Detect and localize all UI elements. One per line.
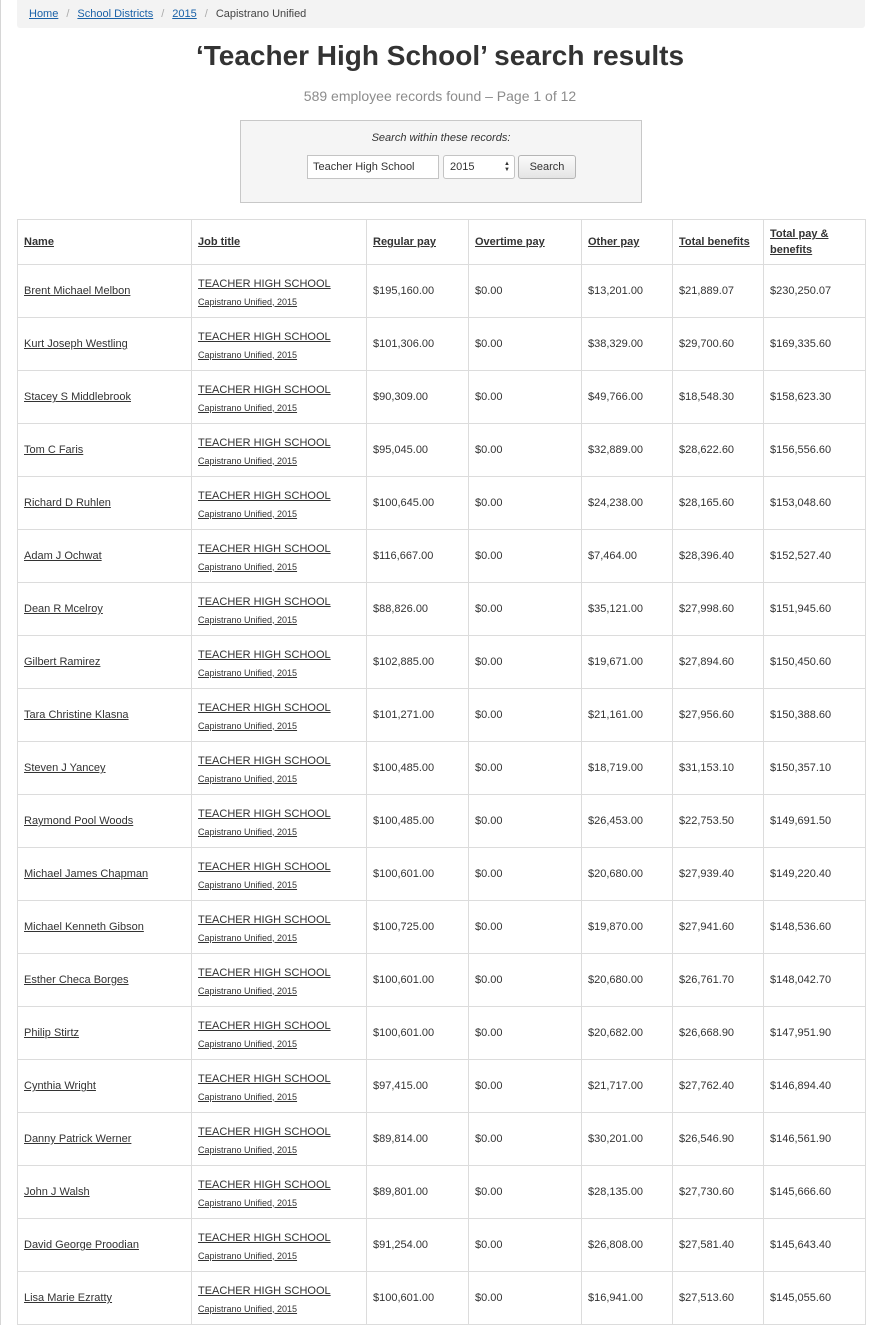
employee-name-cell	[18, 265, 192, 318]
job-title-link[interactable]: TEACHER HIGH SCHOOL	[198, 648, 331, 661]
total-pay-benefits-cell: $153,048.60	[764, 477, 866, 530]
regular-pay-cell: $102,885.00	[367, 636, 469, 689]
column-header-other-pay[interactable]: Other pay	[582, 220, 673, 265]
job-title-cell	[192, 424, 367, 477]
overtime-pay-cell: $0.00	[469, 901, 582, 954]
regular-pay-cell: $100,601.00	[367, 1007, 469, 1060]
agency-year-link[interactable]: Capistrano Unified, 2015	[198, 985, 298, 996]
total-pay-benefits-cell: $148,536.60	[764, 901, 866, 954]
overtime-pay-cell: $0.00	[469, 1272, 582, 1325]
job-title-link[interactable]: TEACHER HIGH SCHOOL	[198, 913, 331, 926]
regular-pay-cell: $88,826.00	[367, 583, 469, 636]
other-pay-cell: $35,121.00	[582, 583, 673, 636]
employee-name-link[interactable]: Adam J Ochwat	[24, 550, 102, 562]
agency-year-link[interactable]: Capistrano Unified, 2015	[198, 402, 298, 413]
employee-name-link[interactable]: Michael Kenneth Gibson	[24, 921, 144, 933]
job-title-link[interactable]: TEACHER HIGH SCHOOL	[198, 754, 331, 767]
column-header-job-title[interactable]: Job title	[192, 220, 367, 265]
employee-name-link[interactable]: Tara Christine Klasna	[24, 709, 129, 721]
regular-pay-cell: $89,801.00	[367, 1166, 469, 1219]
other-pay-cell: $26,453.00	[582, 795, 673, 848]
other-pay-cell: $16,941.00	[582, 1272, 673, 1325]
other-pay-cell: $38,329.00	[582, 318, 673, 371]
table-row	[18, 1113, 866, 1166]
agency-year-link[interactable]: Capistrano Unified, 2015	[198, 932, 298, 943]
regular-pay-cell: $100,601.00	[367, 1272, 469, 1325]
employee-name-link[interactable]: Danny Patrick Werner	[24, 1133, 132, 1145]
column-header-total-benefits[interactable]: Total benefits	[673, 220, 764, 265]
total-pay-benefits-cell: $149,691.50	[764, 795, 866, 848]
employee-name-link[interactable]: Esther Checa Borges	[24, 974, 129, 986]
overtime-pay-cell: $0.00	[469, 1166, 582, 1219]
employee-name-cell	[18, 901, 192, 954]
search-button[interactable]: Search	[518, 155, 576, 179]
employee-name-cell	[18, 424, 192, 477]
job-title-link[interactable]: TEACHER HIGH SCHOOL	[198, 383, 331, 396]
total-benefits-cell: $26,668.90	[673, 1007, 764, 1060]
page-left-border	[0, 0, 1, 1325]
employee-name-cell	[18, 636, 192, 689]
job-title-link[interactable]: TEACHER HIGH SCHOOL	[198, 277, 331, 290]
table-row	[18, 901, 866, 954]
table-row	[18, 1166, 866, 1219]
other-pay-cell: $20,680.00	[582, 954, 673, 1007]
job-title-link[interactable]: TEACHER HIGH SCHOOL	[198, 1178, 331, 1191]
table-row	[18, 742, 866, 795]
job-title-link[interactable]: TEACHER HIGH SCHOOL	[198, 330, 331, 343]
employee-name-cell	[18, 848, 192, 901]
regular-pay-cell: $97,415.00	[367, 1060, 469, 1113]
table-row	[18, 530, 866, 583]
other-pay-cell: $13,201.00	[582, 265, 673, 318]
total-benefits-cell: $18,548.30	[673, 371, 764, 424]
overtime-pay-cell: $0.00	[469, 371, 582, 424]
regular-pay-cell: $195,160.00	[367, 265, 469, 318]
job-title-cell	[192, 1166, 367, 1219]
employee-name-link[interactable]: Brent Michael Melbon	[24, 285, 131, 297]
employee-name-link[interactable]: Lisa Marie Ezratty	[24, 1292, 113, 1304]
table-row	[18, 689, 866, 742]
agency-year-link[interactable]: Capistrano Unified, 2015	[198, 826, 298, 837]
overtime-pay-cell: $0.00	[469, 689, 582, 742]
total-benefits-cell: $28,396.40	[673, 530, 764, 583]
other-pay-cell: $20,682.00	[582, 1007, 673, 1060]
agency-year-link[interactable]: Capistrano Unified, 2015	[198, 1250, 298, 1261]
other-pay-cell: $28,135.00	[582, 1166, 673, 1219]
employee-name-cell	[18, 583, 192, 636]
agency-year-link[interactable]: Capistrano Unified, 2015	[198, 614, 298, 625]
table-row	[18, 795, 866, 848]
other-pay-cell: $24,238.00	[582, 477, 673, 530]
total-benefits-cell: $21,889.07	[673, 265, 764, 318]
employee-name-cell	[18, 689, 192, 742]
employee-name-link[interactable]: Richard D Ruhlen	[24, 497, 111, 509]
agency-year-link[interactable]: Capistrano Unified, 2015	[198, 508, 298, 519]
job-title-cell	[192, 1113, 367, 1166]
regular-pay-cell: $100,645.00	[367, 477, 469, 530]
job-title-cell	[192, 318, 367, 371]
employee-name-cell	[18, 1219, 192, 1272]
job-title-cell	[192, 848, 367, 901]
breadcrumb-home-link[interactable]: Home	[29, 8, 59, 20]
overtime-pay-cell: $0.00	[469, 583, 582, 636]
total-benefits-cell: $26,546.90	[673, 1113, 764, 1166]
total-pay-benefits-cell: $156,556.60	[764, 424, 866, 477]
table-row	[18, 477, 866, 530]
total-benefits-cell: $27,998.60	[673, 583, 764, 636]
agency-year-link[interactable]: Capistrano Unified, 2015	[198, 1091, 298, 1102]
job-title-link[interactable]: TEACHER HIGH SCHOOL	[198, 1125, 331, 1138]
employee-name-link[interactable]: Dean R Mcelroy	[24, 603, 103, 615]
total-benefits-cell: $29,700.60	[673, 318, 764, 371]
agency-year-link[interactable]: Capistrano Unified, 2015	[198, 1303, 298, 1314]
total-pay-benefits-cell: $145,666.60	[764, 1166, 866, 1219]
table-row	[18, 424, 866, 477]
table-row	[18, 1007, 866, 1060]
job-title-link[interactable]: TEACHER HIGH SCHOOL	[198, 489, 331, 502]
employee-name-link[interactable]: Michael James Chapman	[24, 868, 149, 880]
table-row	[18, 1219, 866, 1272]
overtime-pay-cell: $0.00	[469, 954, 582, 1007]
total-pay-benefits-cell: $146,561.90	[764, 1113, 866, 1166]
table-row	[18, 265, 866, 318]
other-pay-cell: $21,717.00	[582, 1060, 673, 1113]
total-pay-benefits-cell: $150,357.10	[764, 742, 866, 795]
other-pay-cell: $20,680.00	[582, 848, 673, 901]
total-pay-benefits-cell: $145,055.60	[764, 1272, 866, 1325]
employee-name-link[interactable]: David George Proodian	[24, 1239, 139, 1251]
table-row	[18, 636, 866, 689]
job-title-cell	[192, 477, 367, 530]
regular-pay-cell: $100,725.00	[367, 901, 469, 954]
results-summary: 589 employee records found – Page 1 of 12	[303, 88, 577, 104]
employee-name-link[interactable]: Philip Stirtz	[24, 1027, 80, 1039]
regular-pay-cell: $100,601.00	[367, 954, 469, 1007]
breadcrumb-year-link[interactable]: 2015	[172, 8, 197, 20]
table-row	[18, 1272, 866, 1325]
total-pay-benefits-cell: $146,894.40	[764, 1060, 866, 1113]
agency-year-link[interactable]: Capistrano Unified, 2015	[198, 296, 298, 307]
overtime-pay-cell: $0.00	[469, 1219, 582, 1272]
overtime-pay-cell: $0.00	[469, 318, 582, 371]
overtime-pay-cell: $0.00	[469, 848, 582, 901]
job-title-cell	[192, 742, 367, 795]
agency-year-link[interactable]: Capistrano Unified, 2015	[198, 1038, 298, 1049]
job-title-cell	[192, 901, 367, 954]
column-header-total-pay-benefits[interactable]: Total pay & benefits	[764, 220, 866, 265]
agency-year-link[interactable]: Capistrano Unified, 2015	[198, 667, 298, 678]
table-row	[18, 954, 866, 1007]
results-body	[18, 265, 866, 1325]
breadcrumb-current: Capistrano Unified	[215, 8, 307, 20]
other-pay-cell: $7,464.00	[582, 530, 673, 583]
overtime-pay-cell: $0.00	[469, 1113, 582, 1166]
total-pay-benefits-cell: $150,450.60	[764, 636, 866, 689]
overtime-pay-cell: $0.00	[469, 530, 582, 583]
overtime-pay-cell: $0.00	[469, 1007, 582, 1060]
job-title-link[interactable]: TEACHER HIGH SCHOOL	[198, 807, 331, 820]
job-title-link[interactable]: TEACHER HIGH SCHOOL	[198, 542, 331, 555]
job-title-cell	[192, 636, 367, 689]
job-title-link[interactable]: TEACHER HIGH SCHOOL	[198, 701, 331, 714]
employee-name-link[interactable]: John J Walsh	[24, 1186, 90, 1198]
breadcrumb-districts-link[interactable]: School Districts	[77, 8, 154, 20]
total-benefits-cell: $26,761.70	[673, 954, 764, 1007]
total-pay-benefits-cell: $150,388.60	[764, 689, 866, 742]
employee-name-cell	[18, 1272, 192, 1325]
overtime-pay-cell: $0.00	[469, 265, 582, 318]
search-label: Search within these records:	[371, 132, 511, 144]
regular-pay-cell: $90,309.00	[367, 371, 469, 424]
job-title-link[interactable]: TEACHER HIGH SCHOOL	[198, 1231, 331, 1244]
agency-year-link[interactable]: Capistrano Unified, 2015	[198, 720, 298, 731]
employee-name-link[interactable]: Stacey S Middlebrook	[24, 391, 131, 403]
other-pay-cell: $18,719.00	[582, 742, 673, 795]
total-benefits-cell: $31,153.10	[673, 742, 764, 795]
column-header-regular-pay[interactable]: Regular pay	[367, 220, 469, 265]
table-row	[18, 1060, 866, 1113]
year-select-value: 2015	[450, 161, 475, 173]
job-title-link[interactable]: TEACHER HIGH SCHOOL	[198, 1284, 331, 1297]
agency-year-link[interactable]: Capistrano Unified, 2015	[198, 879, 298, 890]
agency-year-link[interactable]: Capistrano Unified, 2015	[198, 349, 298, 360]
total-benefits-cell: $22,753.50	[673, 795, 764, 848]
total-pay-benefits-cell: $148,042.70	[764, 954, 866, 1007]
total-pay-benefits-cell: $158,623.30	[764, 371, 866, 424]
regular-pay-cell: $101,306.00	[367, 318, 469, 371]
other-pay-cell: $19,870.00	[582, 901, 673, 954]
search-input[interactable]	[307, 155, 439, 179]
regular-pay-cell: $100,485.00	[367, 742, 469, 795]
overtime-pay-cell: $0.00	[469, 477, 582, 530]
breadcrumb-separator: /	[161, 8, 165, 20]
agency-year-link[interactable]: Capistrano Unified, 2015	[198, 1197, 298, 1208]
job-title-cell	[192, 371, 367, 424]
employee-name-link[interactable]: Kurt Joseph Westling	[24, 338, 128, 350]
regular-pay-cell: $116,667.00	[367, 530, 469, 583]
overtime-pay-cell: $0.00	[469, 795, 582, 848]
job-title-cell	[192, 1060, 367, 1113]
table-row	[18, 371, 866, 424]
total-benefits-cell: $27,730.60	[673, 1166, 764, 1219]
overtime-pay-cell: $0.00	[469, 742, 582, 795]
total-benefits-cell: $27,762.40	[673, 1060, 764, 1113]
job-title-cell	[192, 795, 367, 848]
job-title-link[interactable]: TEACHER HIGH SCHOOL	[198, 1072, 331, 1085]
employee-name-cell	[18, 1166, 192, 1219]
employee-name-link[interactable]: Steven J Yancey	[24, 762, 106, 774]
total-benefits-cell: $27,939.40	[673, 848, 764, 901]
employee-name-cell	[18, 742, 192, 795]
total-pay-benefits-cell: $230,250.07	[764, 265, 866, 318]
employee-name-cell	[18, 477, 192, 530]
regular-pay-cell: $101,271.00	[367, 689, 469, 742]
table-header-row	[18, 220, 866, 265]
results-table	[17, 219, 866, 1325]
breadcrumb	[17, 0, 865, 28]
total-benefits-cell: $27,581.40	[673, 1219, 764, 1272]
column-header-overtime-pay[interactable]: Overtime pay	[469, 220, 582, 265]
agency-year-link[interactable]: Capistrano Unified, 2015	[198, 455, 298, 466]
other-pay-cell: $30,201.00	[582, 1113, 673, 1166]
job-title-link[interactable]: TEACHER HIGH SCHOOL	[198, 966, 331, 979]
total-pay-benefits-cell: $145,643.40	[764, 1219, 866, 1272]
total-benefits-cell: $27,956.60	[673, 689, 764, 742]
table-row	[18, 848, 866, 901]
employee-name-link[interactable]: Cynthia Wright	[24, 1080, 96, 1092]
job-title-cell	[192, 689, 367, 742]
overtime-pay-cell: $0.00	[469, 1060, 582, 1113]
overtime-pay-cell: $0.00	[469, 424, 582, 477]
employee-name-cell	[18, 530, 192, 583]
regular-pay-cell: $89,814.00	[367, 1113, 469, 1166]
regular-pay-cell: $100,485.00	[367, 795, 469, 848]
other-pay-cell: $49,766.00	[582, 371, 673, 424]
job-title-link[interactable]: TEACHER HIGH SCHOOL	[198, 1019, 331, 1032]
employee-name-link[interactable]: Raymond Pool Woods	[24, 815, 134, 827]
other-pay-cell: $32,889.00	[582, 424, 673, 477]
agency-year-link[interactable]: Capistrano Unified, 2015	[198, 1144, 298, 1155]
total-benefits-cell: $28,622.60	[673, 424, 764, 477]
job-title-cell	[192, 1219, 367, 1272]
employee-name-cell	[18, 318, 192, 371]
employee-name-cell	[18, 1060, 192, 1113]
total-benefits-cell: $27,941.60	[673, 901, 764, 954]
employee-name-link[interactable]: Gilbert Ramirez	[24, 656, 101, 668]
other-pay-cell: $26,808.00	[582, 1219, 673, 1272]
employee-name-cell	[18, 795, 192, 848]
job-title-cell	[192, 1272, 367, 1325]
total-benefits-cell: $27,513.60	[673, 1272, 764, 1325]
job-title-cell	[192, 583, 367, 636]
other-pay-cell: $19,671.00	[582, 636, 673, 689]
job-title-link[interactable]: TEACHER HIGH SCHOOL	[198, 436, 331, 449]
breadcrumb-separator: /	[66, 8, 70, 20]
total-benefits-cell: $28,165.60	[673, 477, 764, 530]
total-pay-benefits-cell: $147,951.90	[764, 1007, 866, 1060]
search-panel	[240, 120, 642, 203]
breadcrumb-separator: /	[204, 8, 208, 20]
total-pay-benefits-cell: $149,220.40	[764, 848, 866, 901]
total-pay-benefits-cell: $152,527.40	[764, 530, 866, 583]
regular-pay-cell: $95,045.00	[367, 424, 469, 477]
regular-pay-cell: $91,254.00	[367, 1219, 469, 1272]
total-pay-benefits-cell: $151,945.60	[764, 583, 866, 636]
job-title-cell	[192, 1007, 367, 1060]
year-select[interactable]	[443, 155, 515, 179]
page-title: ‘Teacher High School’ search results	[195, 40, 685, 71]
job-title-cell	[192, 954, 367, 1007]
table-row	[18, 318, 866, 371]
employee-name-link[interactable]: Tom C Faris	[24, 444, 84, 456]
employee-name-cell	[18, 954, 192, 1007]
job-title-cell	[192, 265, 367, 318]
job-title-link[interactable]: TEACHER HIGH SCHOOL	[198, 860, 331, 873]
regular-pay-cell: $100,601.00	[367, 848, 469, 901]
total-benefits-cell: $27,894.60	[673, 636, 764, 689]
job-title-link[interactable]: TEACHER HIGH SCHOOL	[198, 595, 331, 608]
job-title-cell	[192, 530, 367, 583]
select-arrows-icon: ▲ ▼	[504, 161, 510, 173]
employee-name-cell	[18, 1007, 192, 1060]
column-header-name[interactable]: Name	[18, 220, 192, 265]
employee-name-cell	[18, 371, 192, 424]
overtime-pay-cell: $0.00	[469, 636, 582, 689]
employee-name-cell	[18, 1113, 192, 1166]
agency-year-link[interactable]: Capistrano Unified, 2015	[198, 773, 298, 784]
agency-year-link[interactable]: Capistrano Unified, 2015	[198, 561, 298, 572]
other-pay-cell: $21,161.00	[582, 689, 673, 742]
table-row	[18, 583, 866, 636]
total-pay-benefits-cell: $169,335.60	[764, 318, 866, 371]
